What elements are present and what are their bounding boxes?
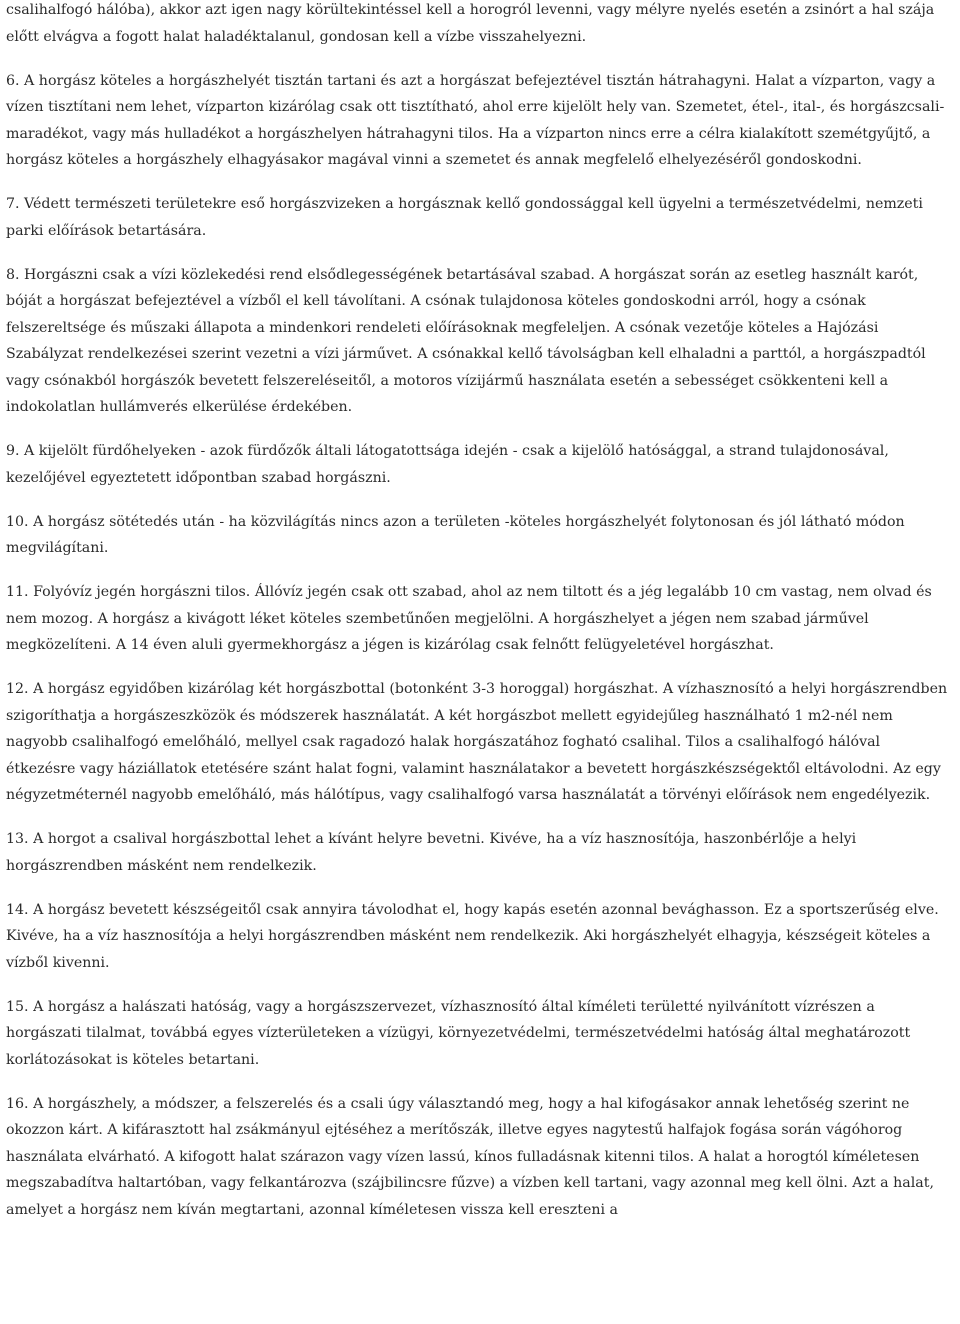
sentence: A kifogott halat szárazon vagy vízen lassú, kínos fulladásnak kitenni tilos. [164,1148,695,1165]
sentence: 7. Védett természeti területekre eső horgászvizeken a horgásznak kellő gondossággal kell ügyelni a természetvédelmi, nemzeti parki előírások betartására. [6,196,923,239]
paragraph-rule-6 [6,68,952,174]
sentence: A csónak tulajdonosa köteles gondoskodni arról, hogy a csónak felszereltsége és műszaki állapota a mindenkori rendeleti előírásoknak megfeleljen. [6,293,866,336]
sentence: A csónakkal kellő távolságban kell elhaladni a parttól, a horgászpadtól vagy csónakból horgászók bevetett felszereléseitől, a motoros vízijármű használata esetén a sebességet csökkenteni kell a indokolatlan hullámverés elkerülése érdekében. [6,346,926,415]
sentence: A csónak vezetője köteles a Hajózási Szabályzat rendelkezései szerint vezetni a vízi járművet. [6,319,879,362]
sentence: A horgászhelyet a jégen nem szabad járművel megközelíteni. [6,610,869,653]
paragraph-rule-9 [6,438,952,491]
sentence: 14. A horgász bevetett készségeitől csak annyira távolodhat el, hogy kapás esetén azonnal bevághasson. [6,901,760,918]
sentence: Ez a sportszerűség elve. [763,901,939,918]
sentence: Az egy négyzetméternél nagyobb emelőháló, más hálótípus, vagy csalihalfogó varsa használatát a törvényi előírások nem engedélyezik. [6,760,941,803]
sentence: 11. Folyóvíz jegén horgászni tilos. [6,584,251,600]
sentence: 15. A horgász a halászati hatóság, vagy a horgászszervezet, vízhasznosító által kíméleti területté nyilvánított vízrészen a horgászati tilalmat, továbbá egyes vízterületeken a vízügyi, környezetvédelmi, természetvédelmi hatóság által meghatározott korlátozásokat is köteles betartani. [6,998,911,1068]
sentence: A két horgászbot mellett egyidejűleg használható 1 m2-nél nem nagyobb csalihalfogó emelőháló, mellyel csak ragadozó halak horgászatához fogható csalihal. [6,707,893,750]
sentence: Halat a vízparton, vagy a vízen tisztítani nem lehet, vízparton kizárólag csak ott tisztítható, ahol erre kijelölt hely van. [6,72,936,115]
sentence: 10. A horgász sötétedés után - ha közvilágítás nincs azon a területen -köteles horgászhelyét folytonosan és jól látható módon megvilágítani. [6,513,905,556]
sentence: 6. A horgász köteles a horgászhelyét tisztán tartani és azt a horgászat befejeztével tisztán hátrahagyni. [6,72,751,89]
sentence: A vízhasznosító a helyi horgászrendben szigoríthatja a horgászeszközök és módszerek használatát. [6,681,948,724]
sentence: A horgász a kivágott léket köteles szembetűnően megjelölni. [97,610,535,627]
paragraph-continuation [6,0,952,50]
sentence: A horgászat során az esetleg használt karót, bóját a horgászat befejeztével a vízből el kell távolítani. [6,266,919,309]
sentence: Állóvíz jegén csak ott szabad, ahol az nem tiltott és a jég legalább 10 cm vastag, nem olvad és nem mozog. [6,584,932,627]
sentence: 13. A horgot a csalival horgászbottal lehet a kívánt helyre bevetni. [6,831,485,847]
sentence: 16. A horgászhely, a módszer, a felszerelés és a csali úgy választandó meg, hogy a hal kifogásakor annak lehetőség szerint ne okozzon kárt. [6,1095,910,1138]
paragraph-rule-15 [6,994,952,1074]
sentence: csalihalfogó hálóba), akkor azt igen nagy körültekintéssel kell a horogról levenni, vagy mélyre nyelés esetén a zsinórt a hal szája előtt elvágva a fogott halat haladéktalanul, gondosan kell a vízbe visszahelyezni. [6,2,935,45]
paragraph-rule-7 [6,191,952,244]
sentence: Szemetet, étel-, ital-, és horgászcsali-maradékot, vagy más hulladékot a horgászhelyen hátrahagyni tilos. [6,99,945,142]
sentence: Azt a halat, amelyet a horgász nem kíván megtartani, azonnal kíméletesen vissza kell ereszteni a [6,1175,934,1218]
sentence: A kifárasztott hal zsákmányul ejtéséhez a merítőszák, illetve egyes nagytestű halfajok fogása során vágóhorog használata elvárható. [6,1122,903,1165]
sentence: A halat a horogtól kíméletesen megszabadítva haltartóban, vagy felkantározva (szájbilincsre fűzve) a vízben kell tartani, vagy azonnal meg kell ölni. [6,1148,920,1191]
sentence: Tilos a csalihalfogó hálóval étkezésre vagy háziállatok etetésére szánt halat fogni, valamint használatakor a bevetett horgászkészségektől eltávolodni. [6,734,889,777]
sentence: A 14 éven aluli gyermekhorgász a jégen is kizárólag csak felnőtt felügyeletével horgászhat. [115,637,774,653]
paragraph-rule-14 [6,897,952,977]
sentence: 9. A kijelölt fürdőhelyeken - azok fürdőzők általi látogatottsága idején - csak a kijelölő hatósággal, a strand tulajdonosával, kezelőjével egyeztetett időpontban szabad horgászni. [6,443,889,486]
sentence: Kivéve, ha a víz hasznosítója, haszonbérlője a helyi horgászrendben másként nem rendelkezik. [6,831,857,874]
paragraph-rule-13 [6,826,952,879]
paragraph-rule-8 [6,262,952,421]
paragraph-rule-10 [6,509,952,562]
document-page [6,0,952,1241]
paragraph-rule-12 [6,676,952,809]
sentence: 8. Horgászni csak a vízi közlekedési rend elsődlegességének betartásával szabad. [6,266,595,283]
paragraph-rule-11 [6,579,952,659]
paragraph-rule-16 [6,1091,952,1224]
sentence: 12. A horgász egyidőben kizárólag két horgászbottal (botonként 3-3 horoggal) horgászhat. [6,681,659,697]
sentence: Kivéve, ha a víz hasznosítója a helyi horgászrendben másként nem rendelkezik. [6,928,579,944]
sentence: Ha a vízparton nincs erre a célra kialakított szemétgyűjtő, a horgász köteles a horgászhely elhagyásakor magával vinni a szemetet és annak megfelelő elhelyezéséről gondoskodni. [6,125,931,168]
sentence: Aki horgászhelyét elhagyja, készségeit köteles a vízből kivenni. [6,928,931,971]
